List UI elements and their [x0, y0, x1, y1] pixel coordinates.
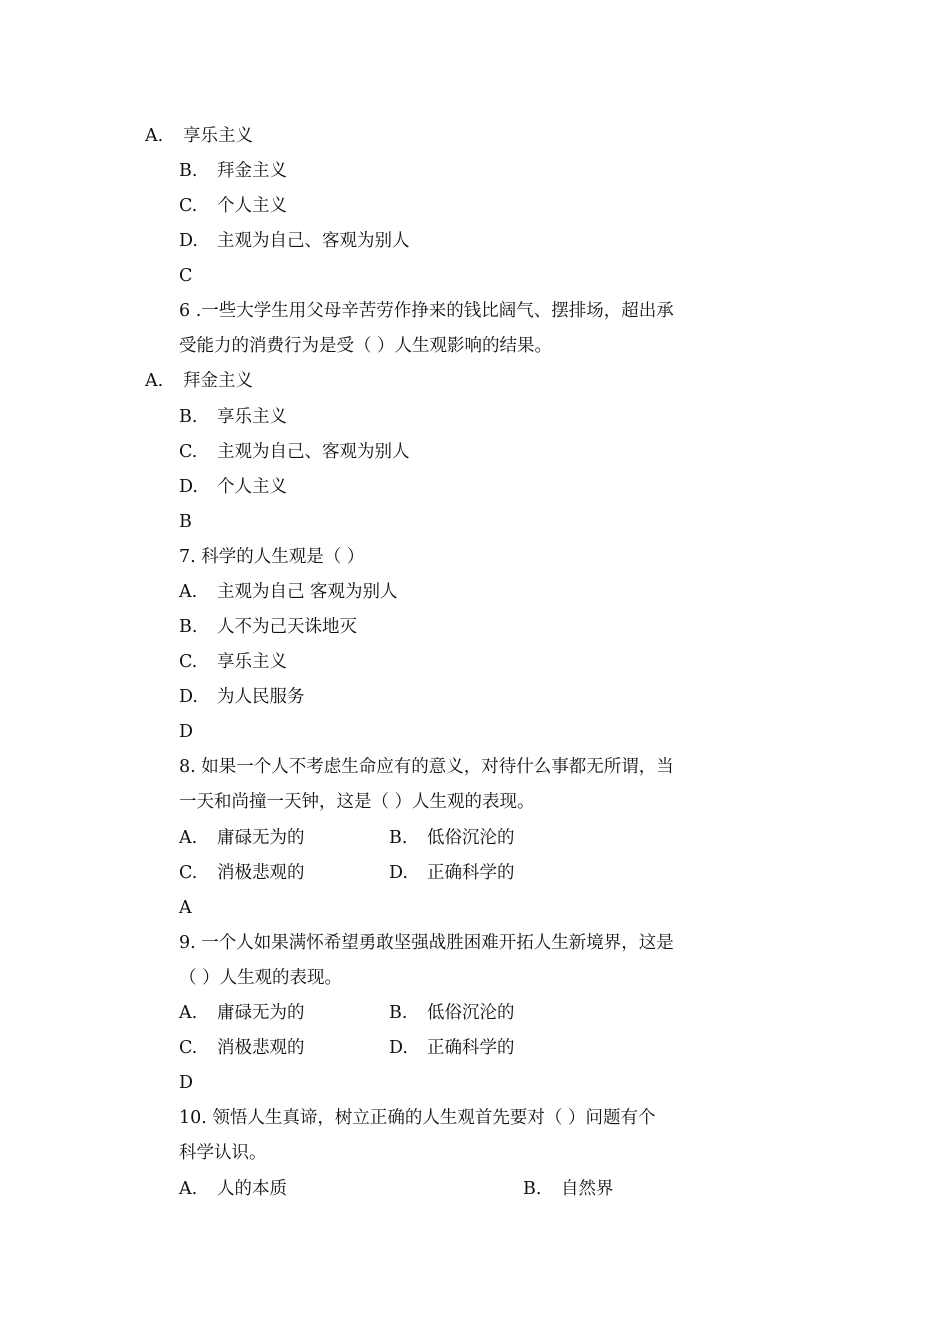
q9-option-a — [179, 1001, 305, 1025]
q7-stem: 7. 科学的人生观是（ ） — [179, 547, 365, 567]
q8-answer: A — [179, 898, 192, 918]
option-label: C. — [179, 863, 198, 883]
option-text: 人不为己天诛地灭 — [217, 617, 357, 637]
q9-stem-line-1: 9. 一个人如果满怀希望勇敢坚强战胜困难开拓人生新境界，这是 — [179, 933, 674, 953]
option-text: 为人民服务 — [217, 687, 305, 707]
option-text: 消极悲观的 — [217, 1038, 305, 1058]
option-label: A. — [145, 126, 164, 146]
option-text: 低俗沉沦的 — [427, 828, 515, 848]
option-text: 主观为自己、客观为别人 — [217, 442, 410, 462]
q7-option-b — [179, 615, 357, 639]
q6-stem-line-1: 6 .一些大学生用父母辛苦劳作挣来的钱比阔气、摆排场，超出承 — [179, 301, 674, 321]
q9-answer: D — [179, 1073, 194, 1093]
q6-option-c — [179, 440, 410, 464]
option-text: 自然界 — [561, 1179, 614, 1199]
option-text: 庸碌无为的 — [217, 828, 305, 848]
option-label: C. — [179, 1038, 198, 1058]
q10-option-a — [179, 1177, 287, 1201]
q8-option-b — [389, 826, 515, 850]
option-label: B. — [179, 617, 198, 637]
option-text: 享乐主义 — [183, 126, 253, 146]
option-label: A. — [179, 1179, 198, 1199]
q6-answer: B — [179, 512, 192, 532]
option-text: 庸碌无为的 — [217, 1003, 305, 1023]
q8-option-c — [179, 861, 305, 885]
q9-stem-line-2: （ ）人生观的表现。 — [179, 968, 343, 988]
q6-stem-line-2: 受能力的消费行为是受（ ）人生观影响的结果。 — [179, 336, 553, 356]
q5-option-d — [179, 229, 410, 253]
q5-option-b — [179, 159, 287, 183]
option-label: D. — [179, 477, 198, 497]
option-label: D. — [389, 863, 408, 883]
option-label: A. — [179, 1003, 198, 1023]
option-label: B. — [523, 1179, 542, 1199]
option-text: 拜金主义 — [183, 371, 253, 391]
option-label: A. — [179, 582, 198, 602]
option-text: 享乐主义 — [217, 407, 287, 427]
option-text: 主观为自己、客观为别人 — [217, 231, 410, 251]
option-text: 个人主义 — [217, 477, 287, 497]
option-label: B. — [179, 161, 198, 181]
option-label: D. — [389, 1038, 408, 1058]
q8-stem-line-1: 8. 如果一个人不考虑生命应有的意义，对待什么事都无所谓，当 — [179, 757, 674, 777]
q10-stem-line-2: 科学认识。 — [179, 1143, 267, 1163]
option-text: 享乐主义 — [217, 652, 287, 672]
option-label: D. — [179, 687, 198, 707]
option-label: A. — [179, 828, 198, 848]
option-label: B. — [389, 1003, 408, 1023]
q9-option-c — [179, 1036, 305, 1060]
option-label: C. — [179, 652, 198, 672]
q10-stem-line-1: 10. 领悟人生真谛，树立正确的人生观首先要对（ ）问题有个 — [179, 1108, 656, 1128]
q8-option-d — [389, 861, 515, 885]
option-label: C. — [179, 196, 198, 216]
option-label: C. — [179, 442, 198, 462]
option-text: 主观为自己 客观为别人 — [217, 582, 398, 602]
q7-option-c — [179, 650, 287, 674]
q8-stem-line-2: 一天和尚撞一天钟，这是（ ）人生观的表现。 — [179, 792, 535, 812]
q6-option-a — [145, 369, 253, 393]
option-label: A. — [145, 371, 164, 391]
q7-option-a — [179, 580, 398, 604]
q9-option-b — [389, 1001, 515, 1025]
q5-option-a — [145, 124, 253, 148]
q9-option-d — [389, 1036, 515, 1060]
q10-option-b — [523, 1177, 614, 1201]
q5-answer: C — [179, 266, 193, 286]
q8-option-a — [179, 826, 305, 850]
option-label: B. — [389, 828, 408, 848]
q6-option-d — [179, 475, 287, 499]
option-text: 正确科学的 — [427, 1038, 515, 1058]
option-label: D. — [179, 231, 198, 251]
option-text: 人的本质 — [217, 1179, 287, 1199]
option-text: 个人主义 — [217, 196, 287, 216]
option-text: 拜金主义 — [217, 161, 287, 181]
option-text: 低俗沉沦的 — [427, 1003, 515, 1023]
option-text: 消极悲观的 — [217, 863, 305, 883]
option-text: 正确科学的 — [427, 863, 515, 883]
q7-answer: D — [179, 722, 194, 742]
q5-option-c — [179, 194, 287, 218]
q6-option-b — [179, 405, 287, 429]
option-label: B. — [179, 407, 198, 427]
q7-option-d — [179, 685, 305, 709]
